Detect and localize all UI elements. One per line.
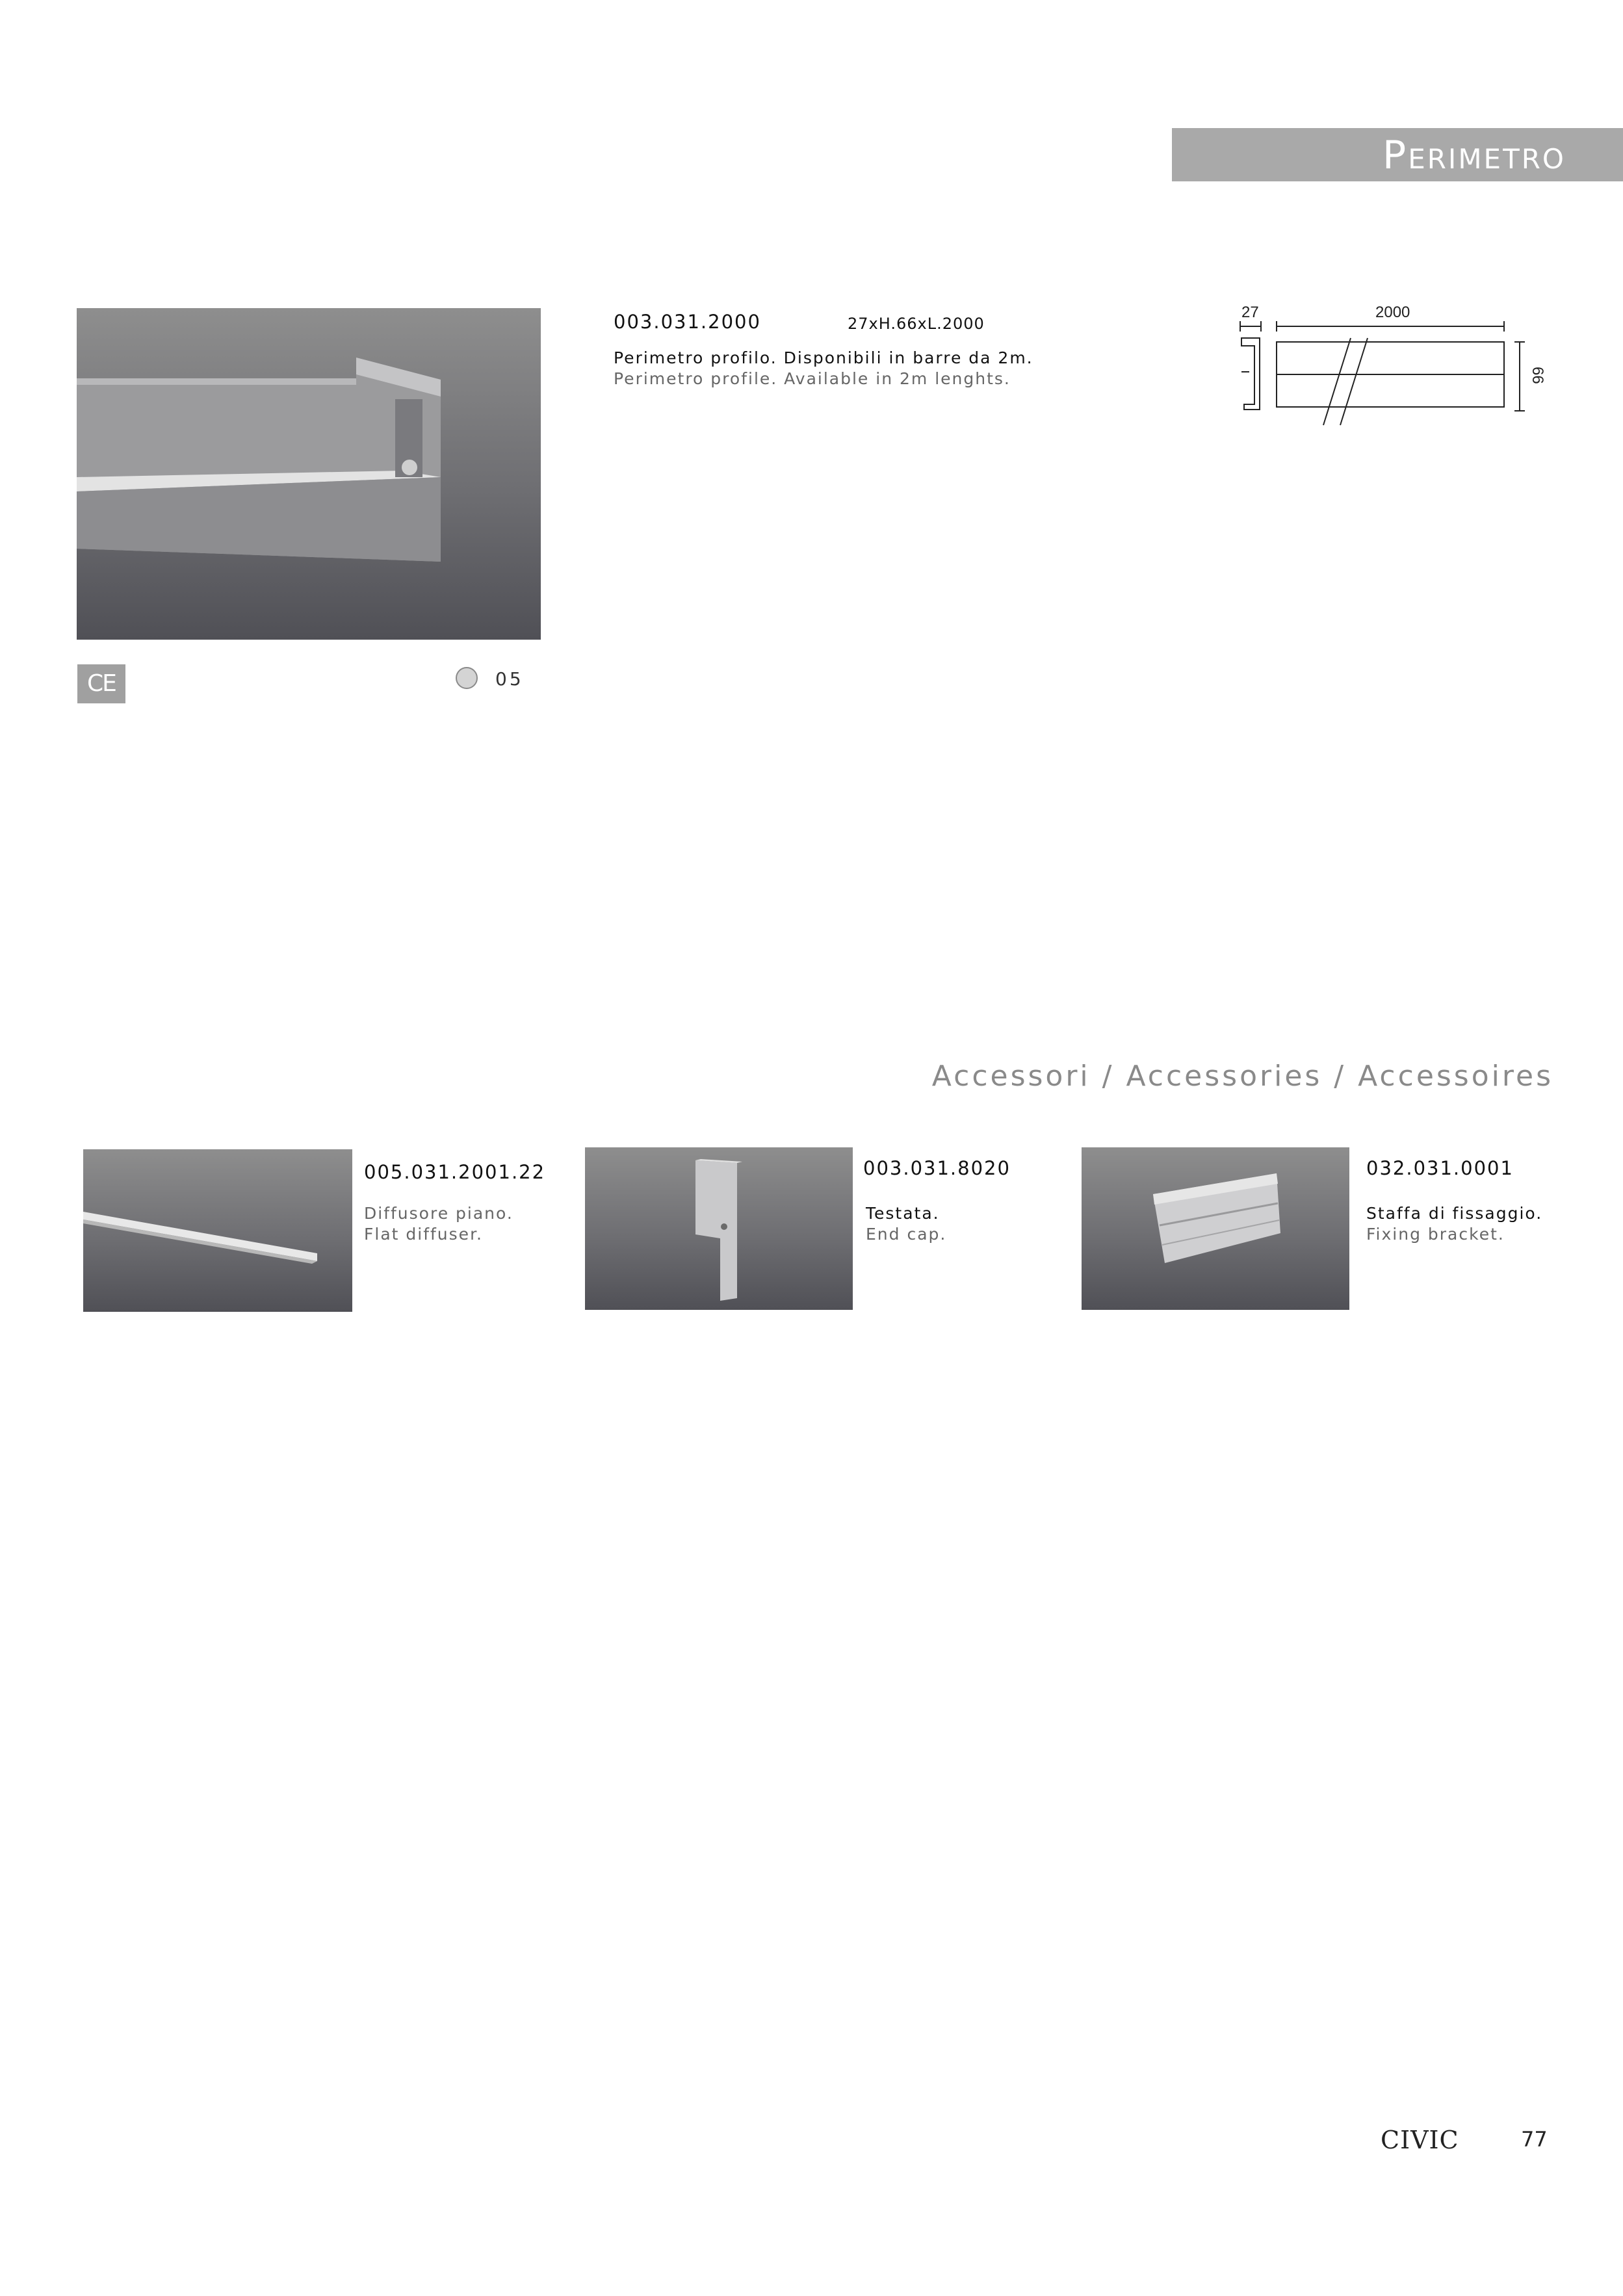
brand-logo: CIVIC: [1381, 2126, 1459, 2154]
section-title: Perimetro: [1383, 133, 1566, 178]
bracket-illustration: [1082, 1147, 1349, 1310]
diffuser-illustration: [83, 1149, 352, 1312]
profile-illustration: [77, 308, 541, 640]
product-description-it: Perimetro profilo. Disponibili in barre da 2m.: [614, 348, 1033, 367]
accessory-description-en-1: Flat diffuser.: [364, 1225, 483, 1244]
drawing-width-label: 27: [1241, 304, 1259, 321]
section-header-band: [1172, 128, 1623, 181]
accessory-code-1: 005.031.2001.22: [364, 1161, 546, 1183]
accessories-heading: Accessori / Accessories / Accessoires: [931, 1060, 1553, 1093]
accessory-description-it-3: Staffa di fissaggio.: [1366, 1204, 1543, 1223]
accessory-description-it-2: Testata.: [866, 1204, 940, 1223]
page-number: 77: [1521, 2127, 1548, 2152]
product-photo: [77, 308, 541, 640]
accessory-description-en-3: Fixing bracket.: [1366, 1225, 1505, 1244]
finish-color-swatch: [456, 667, 478, 689]
accessory-description-it-1: Diffusore piano.: [364, 1204, 513, 1223]
accessory-photo-diffuser: [83, 1149, 352, 1312]
accessory-description-en-2: End cap.: [866, 1225, 947, 1244]
product-description-en: Perimetro profile. Available in 2m lenghts.: [614, 369, 1011, 388]
accessory-photo-end-cap: [585, 1147, 853, 1310]
product-code: 003.031.2000: [614, 311, 761, 333]
technical-drawing: [1222, 300, 1560, 430]
finish-code: 05: [495, 668, 524, 690]
accessory-photo-bracket: [1082, 1147, 1349, 1310]
ce-certification-badge: CE: [77, 664, 125, 703]
accessory-code-3: 032.031.0001: [1366, 1157, 1514, 1179]
product-dimensions: 27xH.66xL.2000: [848, 315, 985, 333]
end-cap-illustration: [585, 1147, 853, 1310]
drawing-length-label: 2000: [1375, 304, 1410, 321]
drawing-height-label: 66: [1529, 367, 1546, 384]
accessory-code-2: 003.031.8020: [863, 1157, 1011, 1179]
